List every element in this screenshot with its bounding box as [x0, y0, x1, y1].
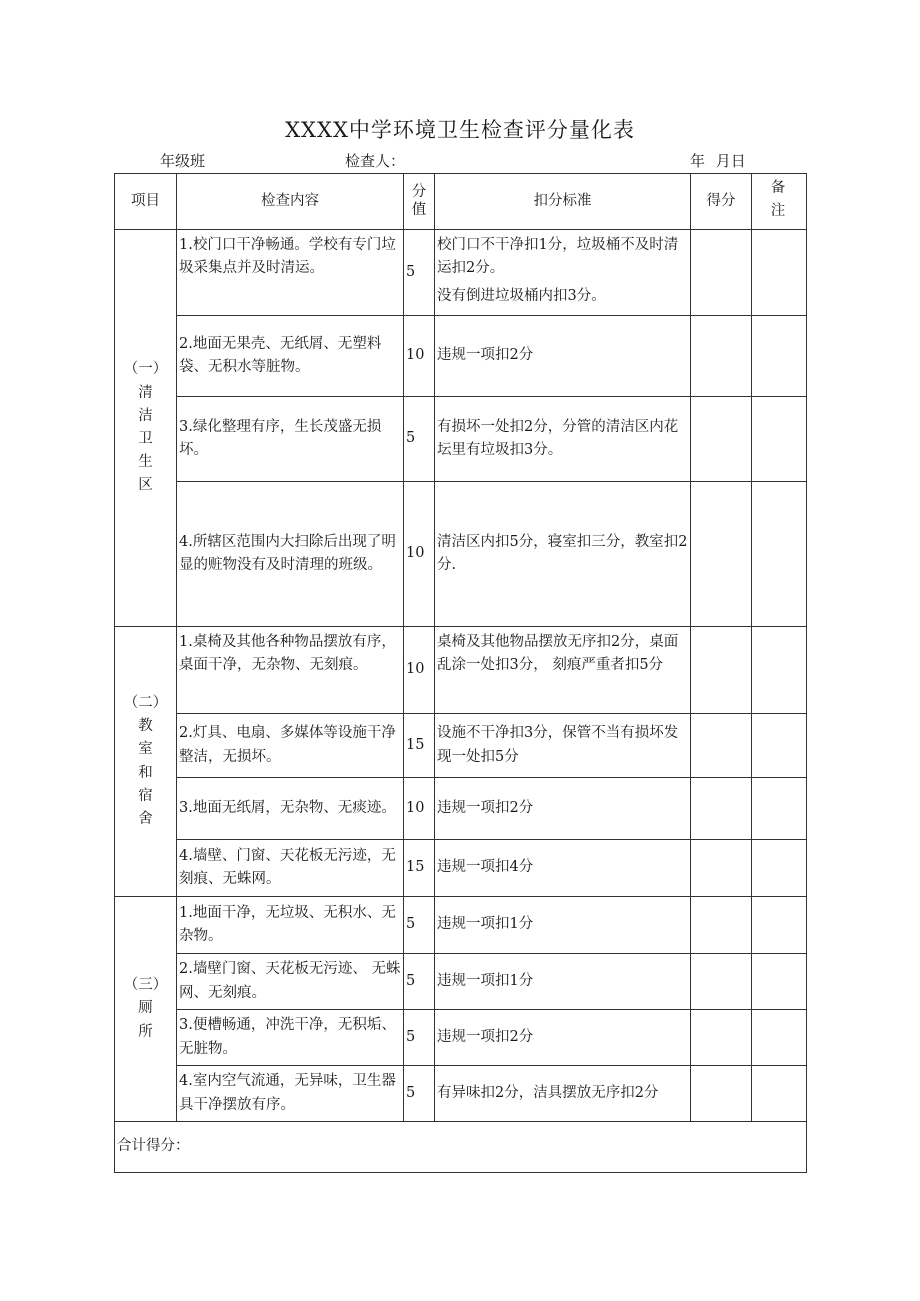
table-row — [115, 897, 807, 954]
row-score: 5 — [404, 1066, 435, 1122]
row-got-cell[interactable] — [691, 897, 752, 954]
row-standard: 有异味扣2分，洁具摆放无序扣2分 — [435, 1066, 691, 1122]
row-content: 2.地面无果壳、无纸屑、无塑料袋、无积水等脏物。 — [177, 316, 404, 397]
row-content: 1.校门口干净畅通。学校有专门垃圾采集点并及时清运。 — [177, 230, 404, 316]
row-standard: 清洁区内扣5分，寝室扣三分，教室扣2分. — [435, 482, 691, 627]
total-score-label: 合计得分： — [115, 1122, 807, 1173]
row-remark-cell[interactable] — [752, 840, 807, 897]
row-score: 5 — [404, 397, 435, 482]
table-row — [115, 397, 807, 482]
col-got-header: 得分 — [691, 174, 752, 230]
row-remark-cell[interactable] — [752, 397, 807, 482]
row-score: 10 — [404, 316, 435, 397]
row-score: 15 — [404, 840, 435, 897]
col-item-header: 项目 — [115, 174, 177, 230]
row-remark-cell[interactable] — [752, 1010, 807, 1066]
row-remark-cell[interactable] — [752, 316, 807, 397]
row-got-cell[interactable] — [691, 1066, 752, 1122]
section-label-3: （三） 厕所 — [115, 897, 177, 1122]
table-row — [115, 778, 807, 840]
table-row — [115, 627, 807, 714]
row-content: 4.所辖区范围内大扫除后出现了明显的赃物没有及时清理的班级。 — [177, 482, 404, 627]
row-score: 5 — [404, 897, 435, 954]
total-row — [115, 1122, 807, 1173]
table-row — [115, 1010, 807, 1066]
row-standard: 违规一项扣2分 — [435, 778, 691, 840]
col-score-header: 分 值 — [404, 174, 435, 230]
row-remark-cell[interactable] — [752, 230, 807, 316]
table-row — [115, 1066, 807, 1122]
row-content: 4.室内空气流通，无异味，卫生器具干净摆放有序。 — [177, 1066, 404, 1122]
col-remark-header: 备注 — [752, 174, 807, 230]
table-row — [115, 714, 807, 778]
grade-class-label: 年级班 — [160, 152, 206, 170]
row-standard: 违规一项扣2分 — [435, 316, 691, 397]
score-table — [114, 173, 807, 1173]
row-got-cell[interactable] — [691, 397, 752, 482]
row-content: 4.墙壁、门窗、天花板无污迹，无刻痕、无蛛网。 — [177, 840, 404, 897]
row-standard: 桌椅及其他物品摆放无序扣2分，桌面乱涂一处扣3分， 刻痕严重者扣5分 — [435, 627, 691, 714]
table-row — [115, 316, 807, 397]
row-got-cell[interactable] — [691, 840, 752, 897]
row-got-cell[interactable] — [691, 1010, 752, 1066]
row-standard: 有损坏一处扣2分，分管的清洁区内花坛里有垃圾扣3分。 — [435, 397, 691, 482]
table-header-row — [115, 174, 807, 230]
table-row — [115, 954, 807, 1010]
section-label-1: （一） 清洁 卫生 区 — [115, 230, 177, 627]
row-content: 3.绿化整理有序，生长茂盛无损坏。 — [177, 397, 404, 482]
row-remark-cell[interactable] — [752, 627, 807, 714]
row-standard: 违规一项扣1分 — [435, 897, 691, 954]
row-remark-cell[interactable] — [752, 714, 807, 778]
row-remark-cell[interactable] — [752, 1066, 807, 1122]
row-score: 10 — [404, 482, 435, 627]
row-content: 1.地面干净，无垃圾、无积水、无杂物。 — [177, 897, 404, 954]
row-remark-cell[interactable] — [752, 482, 807, 627]
row-score: 10 — [404, 778, 435, 840]
table-row — [115, 230, 807, 316]
row-standard: 违规一项扣1分 — [435, 954, 691, 1010]
row-content: 3.便槽畅通，冲洗干净，无积垢、无脏物。 — [177, 1010, 404, 1066]
table-row — [115, 482, 807, 627]
row-got-cell[interactable] — [691, 627, 752, 714]
row-score: 5 — [404, 1010, 435, 1066]
row-score: 5 — [404, 954, 435, 1010]
row-content: 2.灯具、电扇、多媒体等设施干净整洁，无损坏。 — [177, 714, 404, 778]
col-content-header: 检查内容 — [177, 174, 404, 230]
row-got-cell[interactable] — [691, 778, 752, 840]
row-standard: 违规一项扣2分 — [435, 1010, 691, 1066]
row-got-cell[interactable] — [691, 954, 752, 1010]
row-got-cell[interactable] — [691, 230, 752, 316]
section-label-2: （二） 教室 和宿 舍 — [115, 627, 177, 897]
row-got-cell[interactable] — [691, 714, 752, 778]
row-got-cell[interactable] — [691, 316, 752, 397]
row-standard: 校门口不干净扣1分，垃圾桶不及时清运扣2分。 没有倒进垃圾桶内扣3分。 — [435, 230, 691, 316]
row-score: 15 — [404, 714, 435, 778]
row-remark-cell[interactable] — [752, 954, 807, 1010]
page-title: XXXX中学环境卫生检查评分量化表 — [285, 118, 635, 142]
date-label: 年 月日 — [690, 152, 746, 170]
row-content: 2.墙壁门窗、天花板无污迹、 无蛛网、无刻痕。 — [177, 954, 404, 1010]
row-content: 1.桌椅及其他各种物品摆放有序，桌面干净，无杂物、无刻痕。 — [177, 627, 404, 714]
row-score: 10 — [404, 627, 435, 714]
row-remark-cell[interactable] — [752, 897, 807, 954]
row-got-cell[interactable] — [691, 482, 752, 627]
row-score: 5 — [404, 230, 435, 316]
row-standard: 设施不干净扣3分，保管不当有损坏发现一处扣5分 — [435, 714, 691, 778]
inspector-label: 检查人： — [345, 152, 406, 170]
col-standard-header: 扣分标准 — [435, 174, 691, 230]
table-row — [115, 840, 807, 897]
row-content: 3.地面无纸屑，无杂物、无痰迹。 — [177, 778, 404, 840]
row-remark-cell[interactable] — [752, 778, 807, 840]
row-standard: 违规一项扣4分 — [435, 840, 691, 897]
